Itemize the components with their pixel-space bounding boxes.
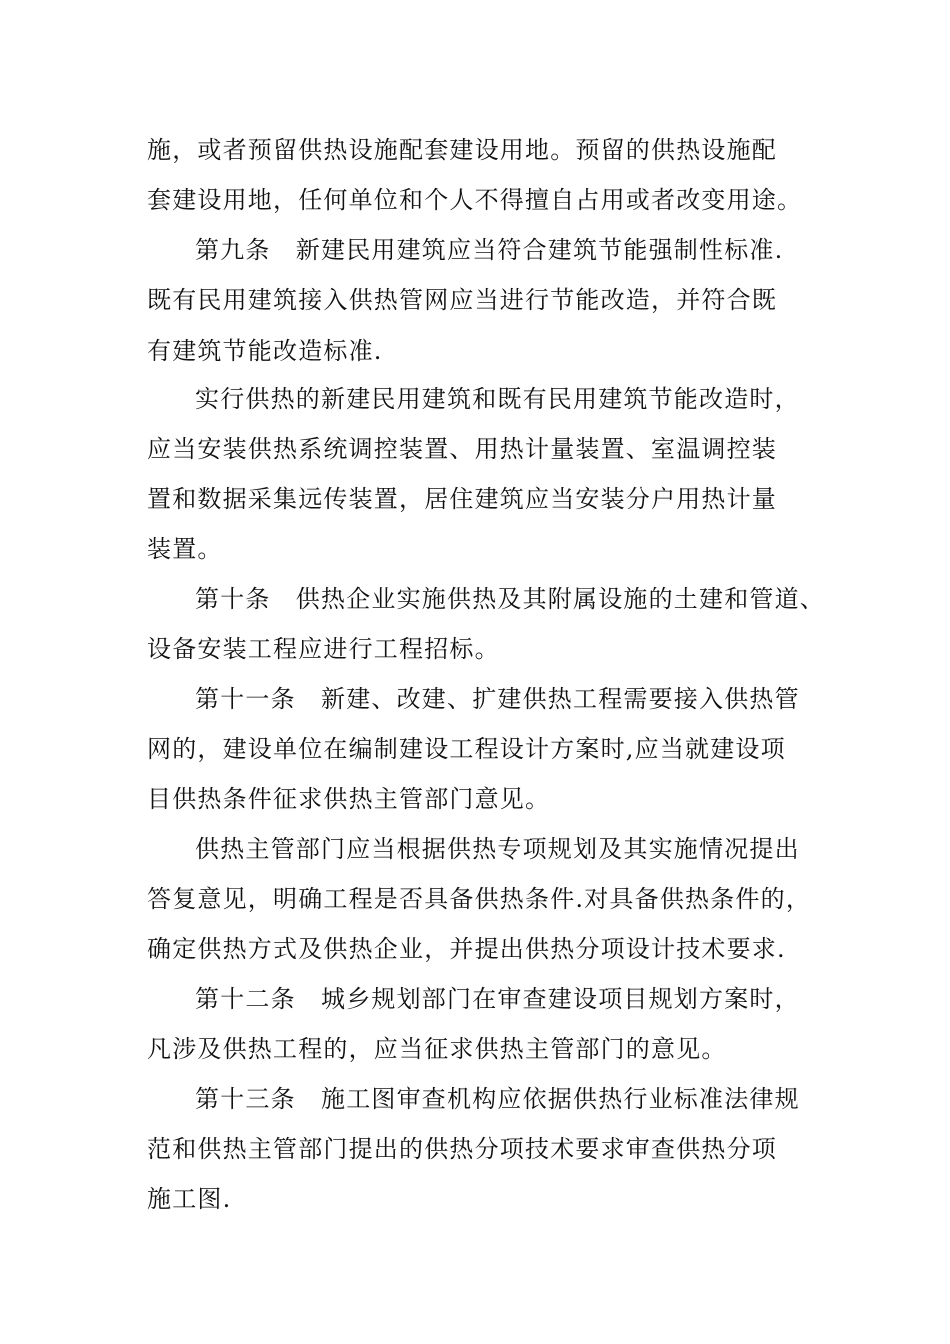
text-line-22: 施工图. bbox=[147, 1185, 232, 1213]
text-line-19: 凡涉及供热工程的，应当征求供热主管部门的意见。 bbox=[147, 1035, 727, 1063]
text-line-8: 置和数据采集远传装置，居住建筑应当安装分户用热计量 bbox=[147, 485, 777, 513]
text-line-11: 设备安装工程应进行工程招标。 bbox=[147, 635, 500, 663]
text-line-1: 施，或者预留供热设施配套建设用地。预留的供热设施配 bbox=[147, 136, 777, 164]
text-line-14: 目供热条件征求供热主管部门意见。 bbox=[147, 785, 551, 813]
article-12-heading-line: 第十二条 城乡规划部门在审查建设项目规划方案时， bbox=[195, 985, 800, 1013]
text-line-16: 答复意见，明确工程是否具备供热条件.对具备供热条件的， bbox=[147, 885, 812, 913]
article-10-heading-line: 第十条 供热企业实施供热及其附属设施的土建和管道、 bbox=[195, 585, 825, 613]
text-line-21: 范和供热主管部门提出的供热分项技术要求审查供热分项 bbox=[147, 1135, 777, 1163]
paragraph-start-line: 实行供热的新建民用建筑和既有民用建筑节能改造时， bbox=[195, 385, 800, 413]
text-line-5: 有建筑节能改造标准. bbox=[147, 337, 383, 365]
text-line-9: 装置。 bbox=[147, 535, 223, 563]
text-line-4: 既有民用建筑接入供热管网应当进行节能改造，并符合既 bbox=[147, 286, 777, 314]
paragraph-start-line-2: 供热主管部门应当根据供热专项规划及其实施情况提出 bbox=[195, 835, 800, 863]
text-line-2: 套建设用地，任何单位和个人不得擅自占用或者改变用途。 bbox=[147, 186, 803, 214]
article-11-heading-line: 第十一条 新建、改建、扩建供热工程需要接入供热管 bbox=[195, 685, 800, 713]
article-13-heading-line: 第十三条 施工图审查机构应依据供热行业标准法律规 bbox=[195, 1085, 800, 1113]
text-line-7: 应当安装供热系统调控装置、用热计量装置、室温调控装 bbox=[147, 435, 777, 463]
article-9-heading-line: 第九条 新建民用建筑应当符合建筑节能强制性标准. bbox=[195, 236, 784, 264]
text-line-13: 网的，建设单位在编制建设工程设计方案时,应当就建设项 bbox=[147, 735, 786, 763]
text-line-17: 确定供热方式及供热企业，并提出供热分项设计技术要求. bbox=[147, 935, 786, 963]
